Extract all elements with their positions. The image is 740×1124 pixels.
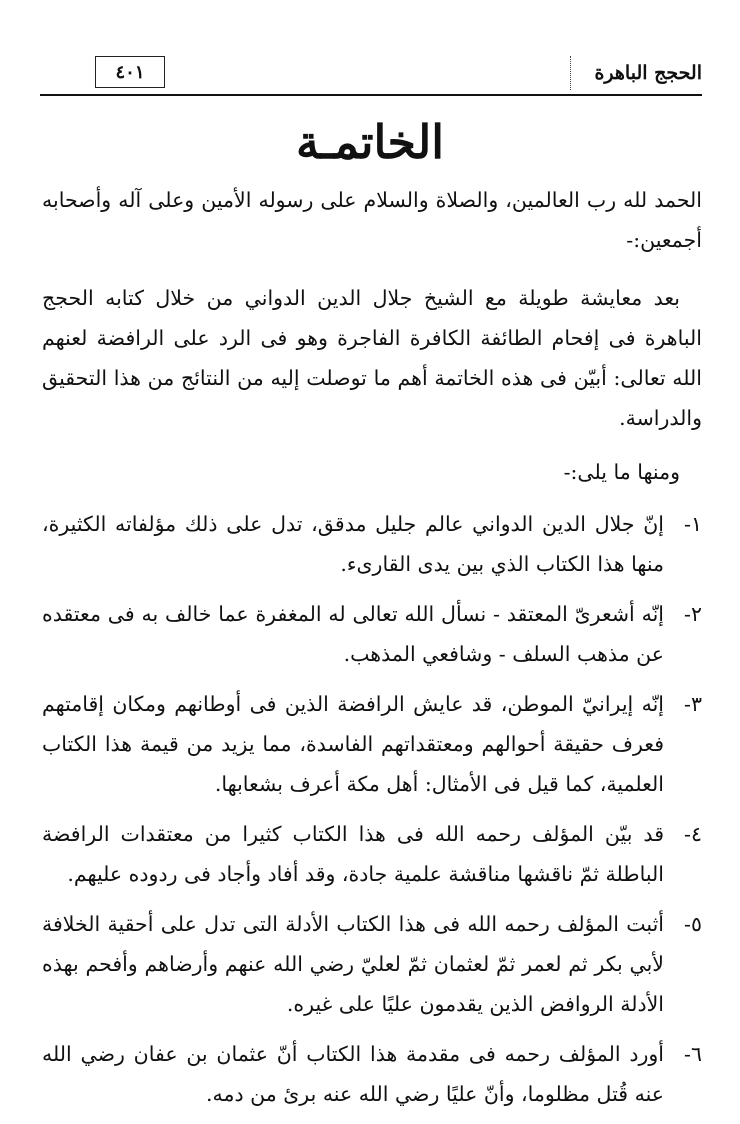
list-item-number: ٥- xyxy=(684,912,702,936)
results-list xyxy=(42,504,702,1114)
list-item xyxy=(42,684,702,804)
header-separator xyxy=(570,56,571,90)
list-item-number: ٣- xyxy=(684,692,702,716)
list-item-number: ٤- xyxy=(684,822,702,846)
list-item-number: ٢- xyxy=(684,602,702,626)
chapter-title: الخاتمـة xyxy=(295,115,445,169)
intro-paragraph: بعد معايشة طويلة مع الشيخ جلال الدين الدواني من خلال كتابه الحجج الباهرة فى إفحام الطائفة الكافرة الفاجرة وهو فى الرد على الرافضة لعنهم الله تعالى: أبيّن فى هذه الخاتمة أهم ما توصلت إليه من النتائج من هذا التحقيق والدراسة. xyxy=(42,286,702,430)
list-item-number: ٦- xyxy=(684,1042,702,1066)
list-item-text: إنّه أشعرىّ المعتقد - نسأل الله تعالى له المغفرة عما خالف به فى معتقده عن مذهب السلف - وشافعي المذهب. xyxy=(42,602,664,666)
list-item-text: أثبت المؤلف رحمه الله فى هذا الكتاب الأدلة التى تدل على أحقية الخلافة لأبي بكر ثم لعمر ثمّ لعثمان ثمّ لعليّ رضي الله عنهم وأرضاهم وأفحم بهذه الأدلة الروافض الذين يقدمون عليًا على غيره. xyxy=(42,912,664,1016)
list-item xyxy=(42,904,702,1024)
header-rule xyxy=(40,94,702,96)
list-item-text: إنّ جلال الدين الدواني عالم جليل مدقق، تدل على ذلك مؤلفاته الكثيرة، منها هذا الكتاب الذي بين يدى القارىء. xyxy=(42,512,664,576)
running-title: الحجج الباهرة xyxy=(594,62,702,84)
list-item xyxy=(42,814,702,894)
list-lead: ومنها ما يلى:- xyxy=(563,460,680,484)
list-item-number: ١- xyxy=(684,512,702,536)
page-number: ٤٠١ xyxy=(95,56,165,88)
list-item-text: أورد المؤلف رحمه فى مقدمة هذا الكتاب أنّ عثمان بن عفان رضي الله عنه قُتل مظلوما، وأنّ عليًا رضي الله عنه برئ من دمه. xyxy=(42,1042,664,1106)
list-item-text: إنّه إيرانيّ الموطن، قد عايش الرافضة الذين فى أوطانهم ومكان إقامتهم فعرف حقيقة أحوالهم ومعتقداتهم الفاسدة، مما يزيد من قيمة هذا الكتاب العلمية، كما قيل فى الأمثال: أهل مكة أعرف بشعابها. xyxy=(42,692,664,796)
list-item xyxy=(42,1034,702,1114)
list-item xyxy=(42,504,702,584)
list-item xyxy=(42,594,702,674)
body-text xyxy=(42,180,702,1124)
opening-paragraph: الحمد لله رب العالمين، والصلاة والسلام على رسوله الأمين وعلى آله وأصحابه أجمعين:- xyxy=(42,188,702,252)
list-item-text: قد بيّن المؤلف رحمه الله فى هذا الكتاب كثيرا من معتقدات الرافضة الباطلة ثمّ ناقشها مناقشة علمية جادة، وقد أفاد وأجاد فى ردوده عليهم. xyxy=(42,822,664,886)
